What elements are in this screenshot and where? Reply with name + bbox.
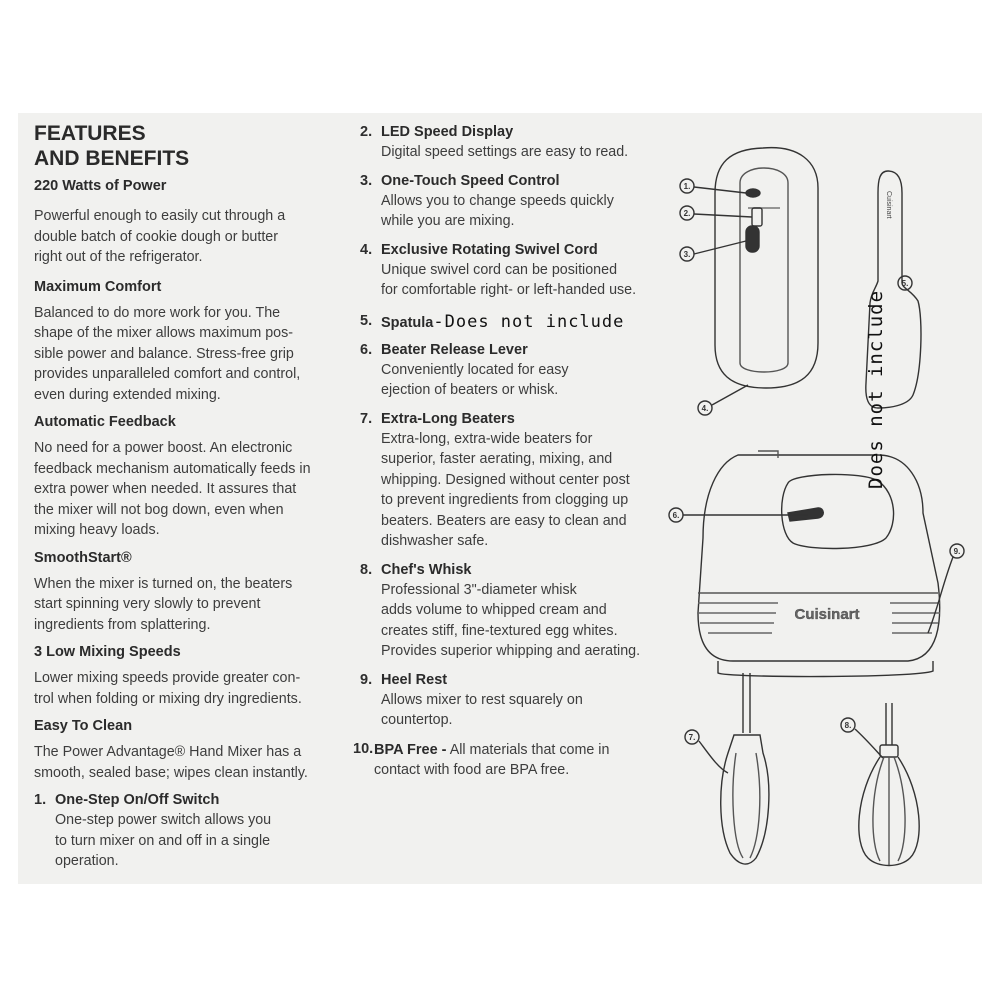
callout-7: 7.: [688, 733, 696, 742]
callout-2: 2.: [683, 209, 691, 218]
text-line: operation.: [55, 853, 119, 869]
mixer-illustration: [18, 113, 982, 884]
feature-heading: SmoothStart®: [34, 549, 132, 566]
feature-heading: Maximum Comfort: [34, 278, 162, 295]
feature-heading: 220 Watts of Power: [34, 178, 167, 194]
item-heading: Exclusive Rotating Swivel Cord: [381, 241, 598, 258]
text-line: extra power when needed. It assures that: [34, 481, 297, 497]
text-line: adds volume to whipped cream and: [381, 602, 607, 618]
text-fragment: All materials that come in: [446, 741, 610, 758]
text-line: whipping. Designed without center post: [381, 471, 630, 488]
text-line: Digital speed settings are easy to read.: [381, 144, 629, 160]
section-title-line2: AND BENEFITS: [34, 147, 190, 170]
item-heading: Extra-Long Beaters: [381, 410, 515, 427]
text-line: When the mixer is turned on, the beaters: [34, 575, 293, 592]
text-line: shape of the mixer allows maximum pos-: [34, 325, 294, 341]
item-heading: Heel Rest: [381, 671, 448, 688]
text-line: Professional 3"-diameter whisk: [381, 581, 577, 598]
mixer-top-view: [715, 148, 818, 388]
text-line: Conveniently located for easy: [381, 361, 569, 378]
feature-heading: Easy To Clean: [34, 718, 133, 734]
item-number: 1.: [34, 792, 47, 808]
handwritten-note: -Does not include: [433, 311, 625, 332]
text-line: right out of the refrigerator.: [34, 249, 203, 265]
text-line: creates stiff, fine-textured egg whites.: [381, 622, 618, 639]
text-line: to turn mixer on and off in a single: [55, 832, 271, 849]
text-line: ejection of beaters or whisk.: [381, 382, 559, 398]
feature-heading: Automatic Feedback: [34, 414, 176, 430]
whisk-stem: [886, 703, 892, 745]
text-line: The Power Advantage® Hand Mixer has a: [34, 744, 302, 760]
feature-heading: 3 Low Mixing Speeds: [34, 644, 181, 660]
callout-1: 1.: [683, 182, 691, 191]
text-line: contact with food are BPA free.: [374, 762, 570, 778]
text-line: double batch of cookie dough or butter: [34, 228, 279, 245]
item-number: 3.: [360, 172, 373, 189]
text-line: countertop.: [381, 712, 453, 728]
text-line: Balanced to do more work for you. The: [34, 304, 281, 321]
text-line: feedback mechanism automatically feeds in: [34, 460, 311, 477]
item-heading: LED Speed Display: [381, 124, 514, 140]
text-line: No need for a power boost. An electronic: [34, 440, 293, 456]
text-line: Allows mixer to rest squarely on: [381, 691, 583, 708]
text-line: start spinning very slowly to prevent: [34, 596, 261, 612]
text-line: One-step power switch allows you: [55, 812, 272, 828]
text-line: beaters. Beaters are easy to clean and: [381, 512, 627, 529]
item-number: 10.: [353, 740, 374, 757]
mixer-side-body: [698, 455, 940, 661]
brand-logo: Cuisinart: [794, 606, 860, 623]
handwritten-vertical-note: [863, 291, 887, 491]
item-heading: Beater Release Lever: [381, 341, 528, 358]
callout-8: 8.: [844, 721, 852, 730]
handwritten-text: Does not include: [865, 289, 887, 489]
text-line: Extra-long, extra-wide beaters for: [381, 430, 593, 447]
text-line: Allows you to change speeds quickly: [381, 192, 614, 209]
text-line: for comfortable right- or left-handed use.: [381, 282, 637, 298]
speed-control: [746, 226, 759, 252]
manual-page: [18, 113, 982, 884]
text-line: Lower mixing speeds provide greater con-: [34, 670, 301, 686]
text-line: the mixer will not bog down, even when: [34, 501, 284, 518]
item-heading: BPA Free -: [374, 741, 447, 758]
item-heading: Chef's Whisk: [381, 561, 472, 578]
power-switch: [746, 189, 760, 197]
item-number: 5.: [360, 312, 373, 329]
beater-blades: [721, 735, 769, 864]
text-line: sible power and balance. Stress-free grip: [34, 345, 294, 362]
callout-9: 9.: [953, 547, 961, 556]
text-line: provides unparalleled comfort and control,: [34, 366, 301, 382]
item-number: 4.: [360, 241, 373, 258]
item-number: 7.: [360, 410, 373, 427]
callout-5: 5.: [901, 279, 909, 288]
item-number: 9.: [360, 671, 373, 688]
item-number: 6.: [360, 341, 373, 358]
text-line: Unique swivel cord can be positioned: [381, 261, 618, 278]
text-line: while you are mixing.: [381, 213, 515, 229]
text-line: smooth, sealed base; wipes clean instantly.: [34, 764, 308, 781]
led-display: [752, 208, 762, 226]
item-heading: One-Touch Speed Control: [381, 172, 560, 189]
item-heading: One-Step On/Off Switch: [55, 792, 220, 808]
section-title: FEATURES: [34, 122, 146, 145]
item-number: 2.: [360, 124, 373, 140]
text-line: mixing heavy loads.: [34, 522, 160, 538]
callout-3: 3.: [683, 250, 691, 259]
text-line: ingredients from splattering.: [34, 616, 211, 633]
text-line: even during extended mixing.: [34, 386, 221, 403]
text-line: to prevent ingredients from clogging up: [381, 492, 629, 508]
text-line: dishwasher safe.: [381, 533, 489, 549]
spatula-brand: Cuisinart: [885, 191, 892, 219]
item-heading: Spatula: [381, 314, 434, 331]
mixer-top-handle-slot: [740, 168, 788, 372]
callout-4: 4.: [701, 404, 709, 413]
text-line: Provides superior whipping and aerating.: [381, 643, 641, 659]
callout-6: 6.: [672, 511, 680, 520]
text-line: Powerful enough to easily cut through a: [34, 208, 286, 224]
text-line: trol when folding or mixing dry ingredients.: [34, 690, 302, 707]
beater-stem: [743, 673, 750, 733]
text-line: superior, faster aerating, mixing, and: [381, 451, 613, 467]
item-number: 8.: [360, 561, 373, 578]
